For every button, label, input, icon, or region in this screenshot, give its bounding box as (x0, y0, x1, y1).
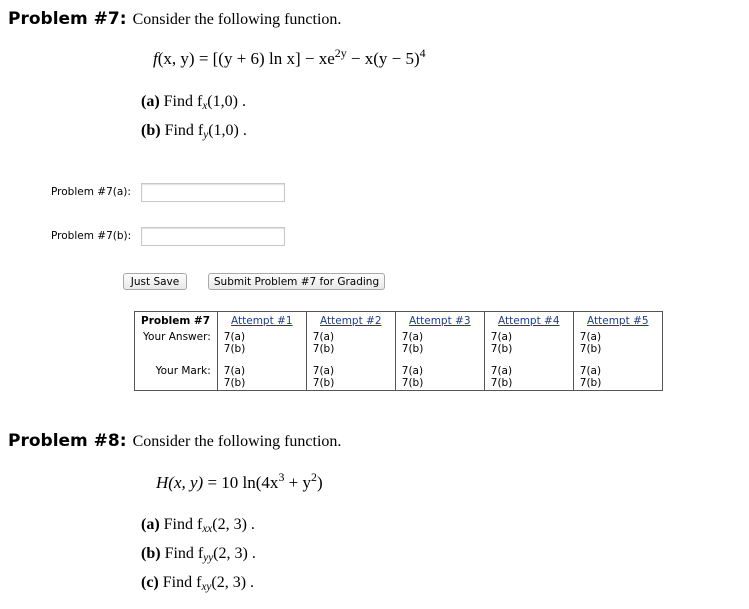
part-sub: y (203, 129, 209, 141)
attempt-5-link[interactable]: Attempt #5 (587, 315, 649, 327)
part-text: Find f (162, 574, 202, 591)
part-text: Find f (164, 545, 204, 562)
formula-lhs: H(x, y) (156, 473, 204, 492)
part-label: (b) (141, 122, 161, 139)
mark-cell: 7(a) 7(b) (573, 357, 662, 391)
part-args: (1,0) . (207, 93, 246, 110)
attempts-table (134, 311, 663, 391)
part-sub: yy (203, 552, 214, 564)
answer-cell: 7(a) 7(b) (484, 329, 573, 357)
formula-mid: + y (284, 473, 311, 492)
your-mark-row (135, 357, 663, 391)
your-mark-label: Your Mark: (155, 365, 211, 377)
problem-7-title: Problem #7: (8, 9, 127, 29)
part-text: Find f (163, 516, 203, 533)
your-answer-label: Your Answer: (143, 331, 211, 343)
attempt-2-link[interactable]: Attempt #2 (320, 315, 382, 327)
formula-f: f (153, 49, 158, 68)
problem-8-part-b (141, 545, 256, 564)
problem-8-title: Problem #8: (8, 431, 127, 451)
part-label: (c) (141, 574, 159, 591)
part-args: (2, 3) . (212, 516, 255, 533)
mark-cell: 7(a) 7(b) (484, 357, 573, 391)
part-sub: x (202, 100, 208, 112)
attempt-4-link[interactable]: Attempt #4 (498, 315, 560, 327)
attempt-3-link[interactable]: Attempt #3 (409, 315, 471, 327)
mark-cell: 7(a) 7(b) (306, 357, 395, 391)
part-label: (b) (141, 545, 161, 562)
part-text: Find f (164, 122, 204, 139)
answer-cell: 7(a) 7(b) (395, 329, 484, 357)
problem-7-intro: Consider the following function. (132, 11, 342, 28)
formula-end: ) (316, 473, 323, 492)
formula-mid: − x(y − 5) (346, 49, 420, 68)
problem-7-header (8, 9, 341, 29)
part-label: (a) (141, 516, 160, 533)
formula-eq: = 10 ln(4x (203, 473, 279, 492)
your-answer-row (135, 329, 663, 357)
attempt-1-link[interactable]: Attempt #1 (231, 315, 293, 327)
problem-8-part-a (141, 516, 255, 535)
problem-8-intro: Consider the following function. (132, 433, 342, 450)
problem-8-part-c (141, 574, 254, 593)
answer-label-7a: Problem #7(a): (51, 186, 131, 198)
problem-8-header (8, 431, 341, 451)
answer-cell: 7(a) 7(b) (217, 329, 306, 357)
part-args: (2, 3) . (211, 574, 255, 591)
submit-grading-button[interactable]: Submit Problem #7 for Grading (208, 273, 385, 290)
part-sub: xy (201, 581, 212, 593)
part-args: (2, 3) . (213, 545, 256, 562)
formula-exp2: 4 (419, 46, 426, 60)
mark-cell: 7(a) 7(b) (217, 357, 306, 391)
problem-7-formula (153, 46, 426, 69)
problem-7-part-a (141, 93, 246, 112)
formula-exp2: 2 (310, 470, 317, 484)
part-text: Find f (163, 93, 203, 110)
formula-exp1: 3 (278, 470, 285, 484)
formula-eq: = [(y + 6) ln x] − xe (194, 49, 335, 68)
answer-label-7b: Problem #7(b): (51, 230, 132, 242)
answer-cell: 7(a) 7(b) (573, 329, 662, 357)
answer-cell: 7(a) 7(b) (306, 329, 395, 357)
attempts-corner: Problem #7 (141, 315, 211, 327)
problem-8-formula (156, 470, 323, 493)
answer-input-7a[interactable] (141, 183, 285, 202)
answer-input-7b[interactable] (141, 227, 285, 246)
formula-args: (x, y) (157, 49, 195, 68)
part-args: (1,0) . (208, 122, 247, 139)
part-sub: xx (202, 523, 213, 535)
problem-7-part-b (141, 122, 247, 141)
just-save-button[interactable]: Just Save (123, 273, 187, 290)
mark-cell: 7(a) 7(b) (395, 357, 484, 391)
formula-exp1: 2y (334, 46, 347, 60)
part-label: (a) (141, 93, 160, 110)
attempts-header-row (135, 312, 663, 330)
